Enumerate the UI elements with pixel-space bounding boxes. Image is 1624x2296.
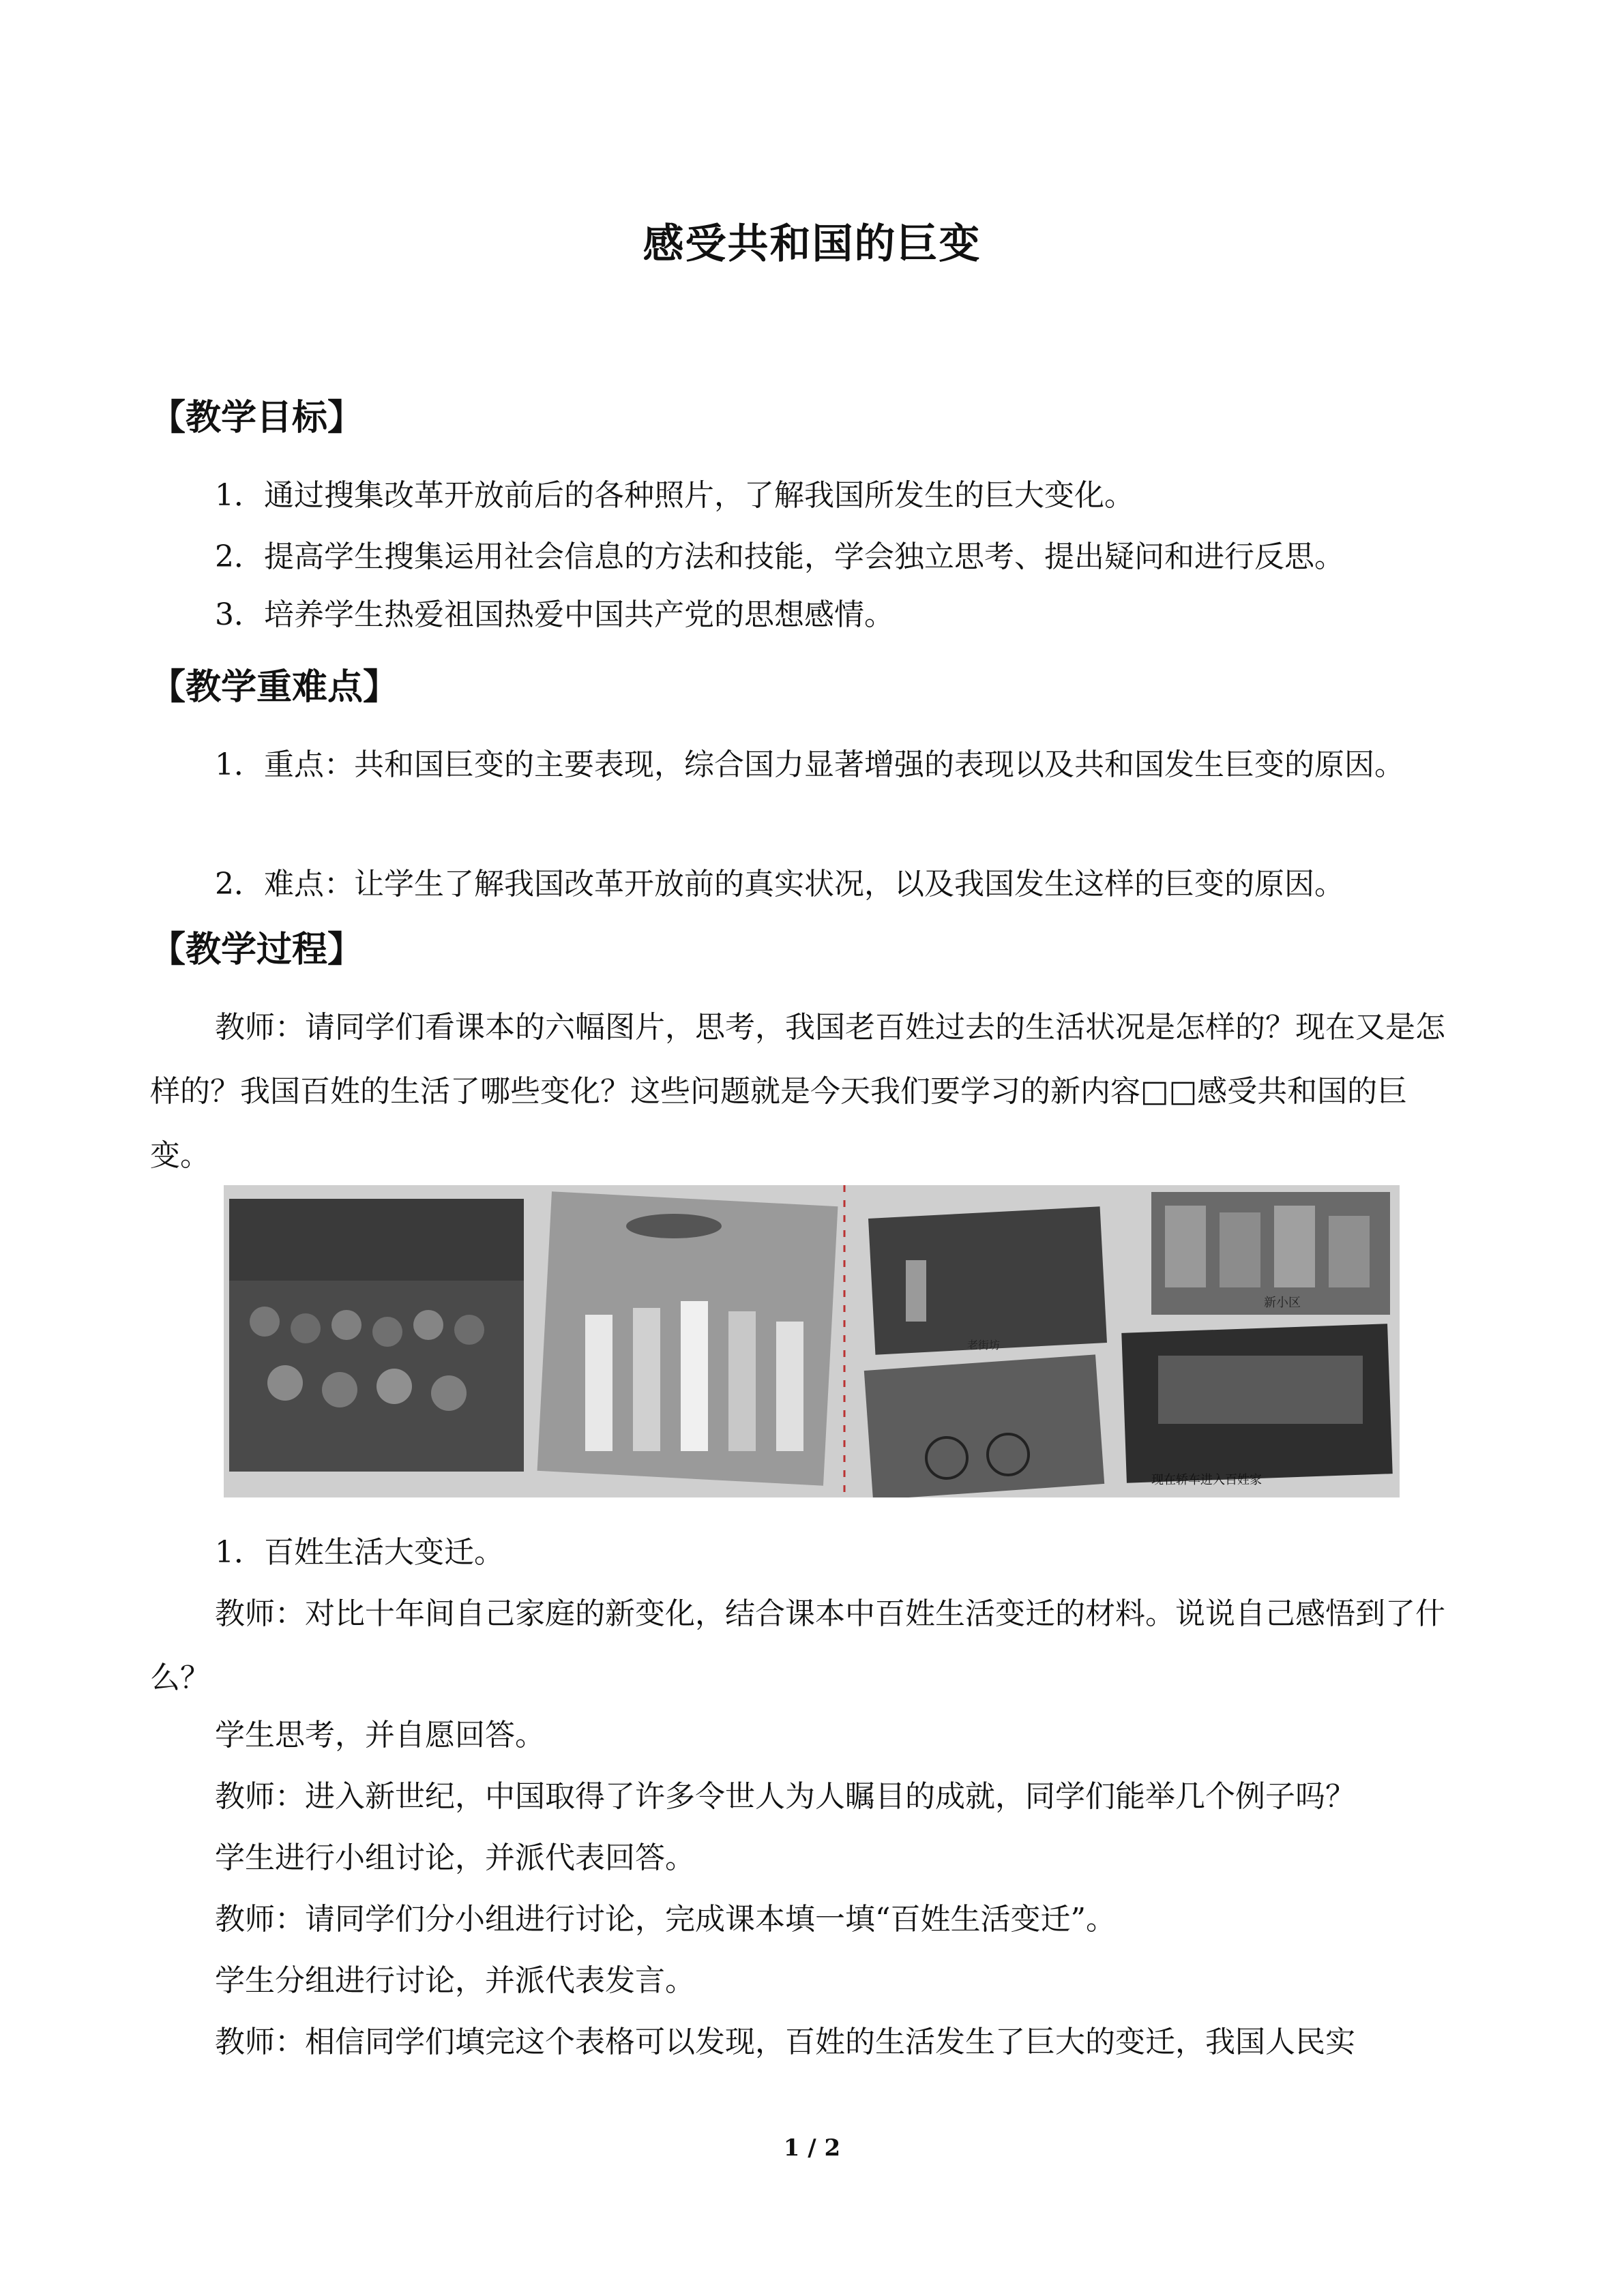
- photo-crowd-audience: [229, 1199, 524, 1472]
- goal-item-2: 2．提高学生搜集运用社会信息的方法和技能，学会独立思考、提出疑问和进行反思。: [215, 539, 1344, 574]
- textbook-photo-collage: [224, 1185, 1400, 1497]
- keypoint-item-2: 2．难点：让学生了解我国改革开放前的真实状况，以及我国发生这样的巨变的原因。: [215, 867, 1344, 901]
- process-item-6: 教师：请同学们分小组进行讨论，完成课本填一填“百姓生活变迁”。: [215, 1902, 1116, 1937]
- process-item-5: 学生进行小组讨论，并派代表回答。: [215, 1840, 695, 1875]
- goal-item-3: 3．培养学生热爱祖国热爱中国共产党的思想感情。: [215, 597, 894, 632]
- photo-bicycle-family: [864, 1354, 1104, 1497]
- caption-family-car: 现在轿车进入百姓家: [1151, 1473, 1262, 1487]
- page-title: 感受共和国的巨变: [643, 220, 981, 268]
- caption-old-lane: 老街坊: [967, 1339, 1001, 1352]
- process-intro: 教师：请同学们看课本的六幅图片，思考，我国老百姓过去的生活状况是怎样的？现在又是怎样的？我国百姓的生活了哪些变化？这些问题就是今天我们要学习的新内容□□感受共和国的巨变。: [150, 1010, 1445, 1173]
- photo-old-lane: [868, 1206, 1107, 1355]
- photo-family-car: [1121, 1324, 1392, 1482]
- process-heading: 【教学过程】: [150, 929, 364, 970]
- process-item-7: 学生分组进行讨论，并派代表发言。: [215, 1963, 695, 1998]
- caption-new-community: 新小区: [1264, 1296, 1301, 1310]
- goal-item-1: 1．通过搜集改革开放前后的各种照片，了解我国所发生的巨大变化。: [215, 478, 1134, 513]
- process-item-1: 1．百姓生活大变迁。: [215, 1535, 504, 1570]
- keypoints-heading: 【教学重难点】: [150, 666, 399, 708]
- process-item-4: 教师：进入新世纪，中国取得了许多令世人为人瞩目的成就，同学们能举几个例子吗？: [215, 1779, 1355, 1814]
- process-item-2: 教师：对比十年间自己家庭的新变化，结合课本中百姓生活变迁的材料。说说自己感悟到了什么？: [150, 1596, 1445, 1695]
- keypoint-item-1: 1．重点：共和国巨变的主要表现，综合国力显著增强的表现以及共和国发生巨变的原因。: [215, 747, 1404, 782]
- process-item-8: 教师：相信同学们填完这个表格可以发现，百姓的生活发生了巨大的变迁，我国人民实: [215, 2025, 1355, 2059]
- goals-heading: 【教学目标】: [150, 397, 364, 438]
- process-item-3: 学生思考，并自愿回答。: [215, 1718, 545, 1753]
- page-number: 1 / 2: [783, 2134, 841, 2162]
- photo-women-group: [537, 1191, 838, 1485]
